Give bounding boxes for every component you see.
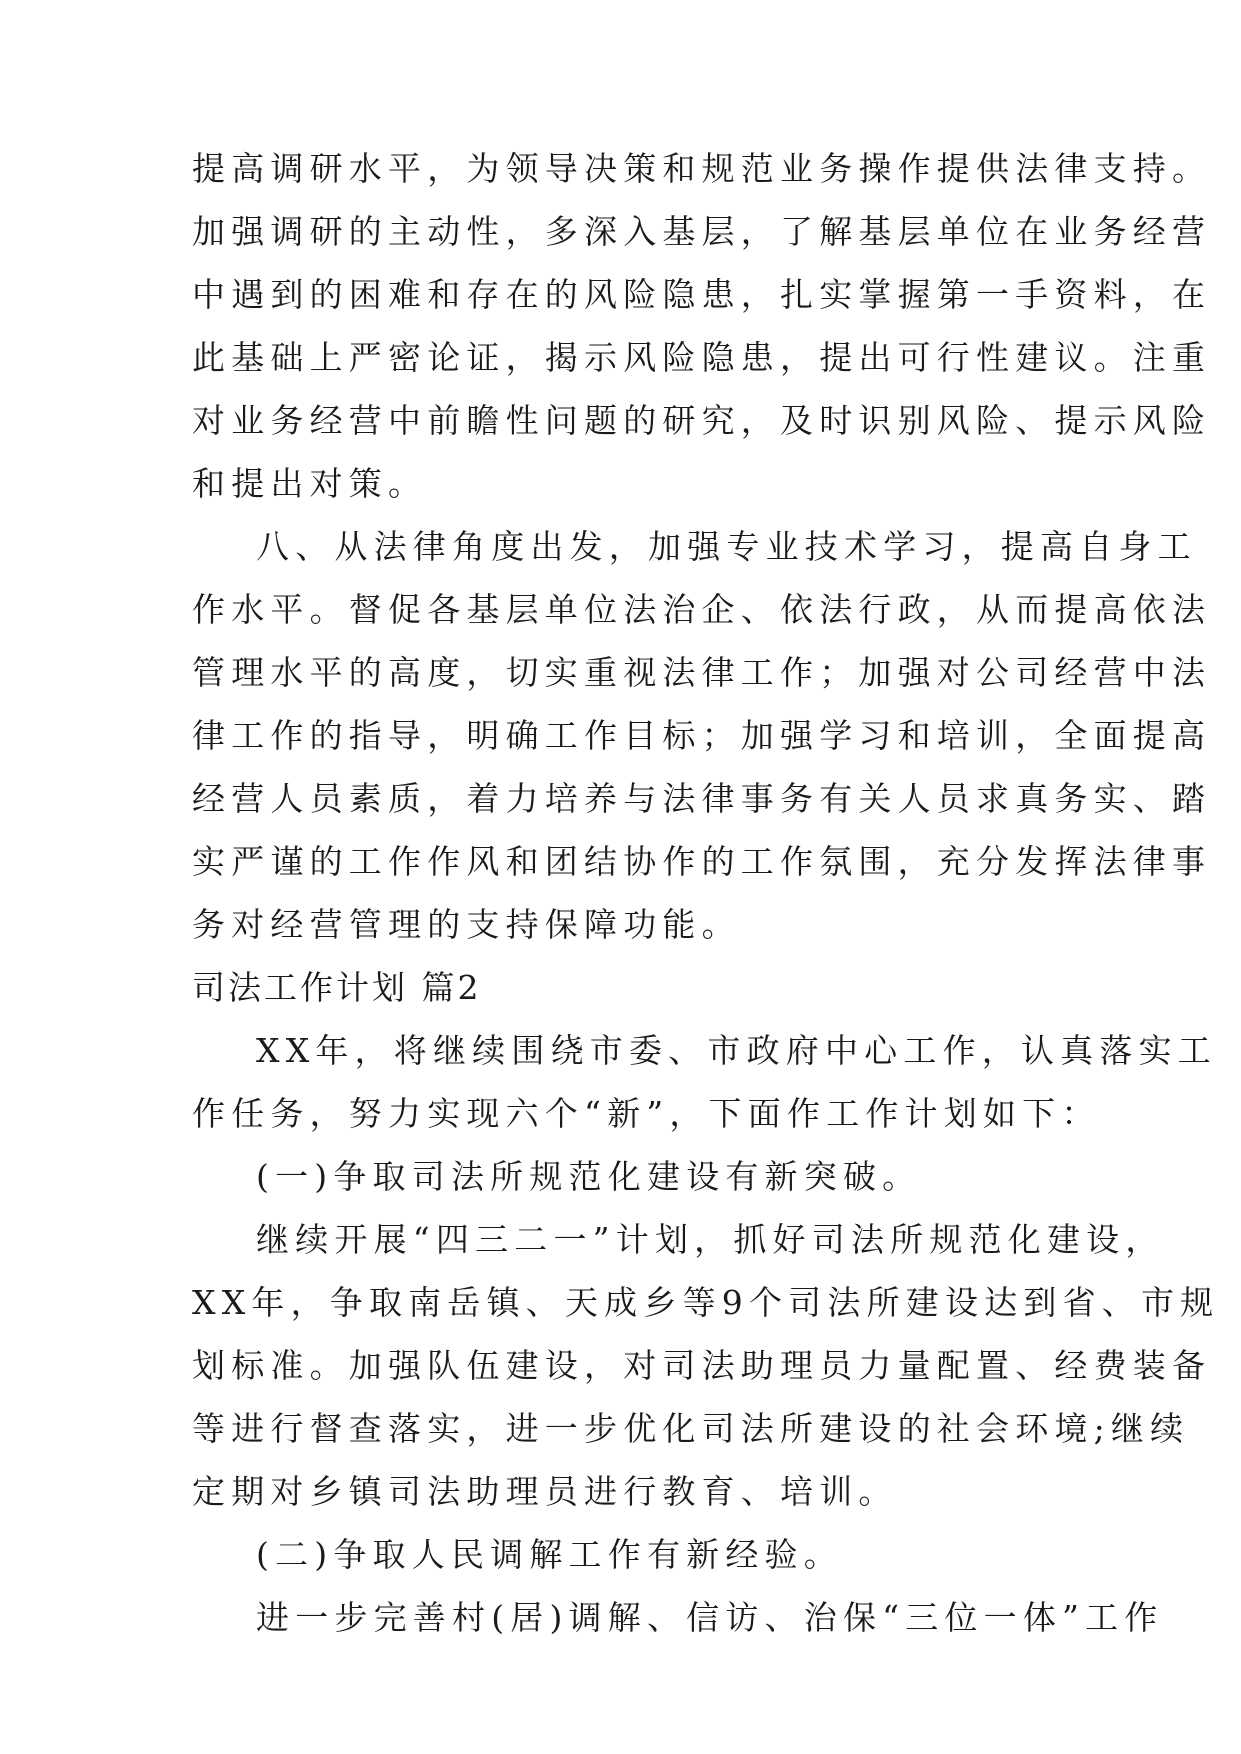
text-line: 经营人员素质，着力培养与法律事务有关人员求真务实、踏 [192, 779, 1212, 818]
paragraph-start-line: 继续开展“四三二一”计划，抓好司法所规范化建设， [256, 1220, 1165, 1259]
text-line: 实严谨的工作作风和团结协作的工作氛围，充分发挥法律事 [192, 842, 1212, 881]
text-line: 此基础上严密论证，揭示风险隐患，提出可行性建议。注重 [192, 338, 1212, 377]
paragraph-start-line: 进一步完善村(居)调解、信访、治保“三位一体”工作 [256, 1598, 1164, 1637]
text-line: 提高调研水平，为领导决策和规范业务操作提供法律支持。 [192, 149, 1212, 188]
subsection-heading: (二)争取人民调解工作有新经验。 [256, 1535, 843, 1574]
text-line: 中遇到的困难和存在的风险隐患，扎实掌握第一手资料，在 [192, 275, 1212, 314]
text-line: 和提出对策。 [192, 464, 428, 503]
text-line: 对业务经营中前瞻性问题的研究，及时识别风险、提示风险 [192, 401, 1212, 440]
text-line: 等进行督查落实，进一步优化司法所建设的社会环境;继续 [192, 1409, 1190, 1448]
subsection-heading: (一)争取司法所规范化建设有新突破。 [256, 1157, 922, 1196]
text-line: 务对经营管理的支持保障功能。 [192, 905, 741, 944]
text-line: 定期对乡镇司法助理员进行教育、培训。 [192, 1472, 898, 1511]
paragraph-start-line: 八、从法律角度出发，加强专业技术学习，提高自身工 [256, 527, 1197, 566]
section-heading: 司法工作计划 篇2 [192, 968, 482, 1007]
text-line: 作水平。督促各基层单位法治企、依法行政，从而提高依法 [192, 590, 1212, 629]
text-line: 作任务，努力实现六个“新”，下面作工作计划如下： [192, 1094, 1101, 1133]
text-line: 管理水平的高度，切实重视法律工作；加强对公司经营中法 [192, 653, 1212, 692]
text-line: XX年，争取南岳镇、天成乡等9个司法所建设达到省、市规 [192, 1283, 1220, 1322]
text-line: 律工作的指导，明确工作目标；加强学习和培训，全面提高 [192, 716, 1212, 755]
text-line: 划标准。加强队伍建设，对司法助理员力量配置、经费装备 [192, 1346, 1212, 1385]
text-line: 加强调研的主动性，多深入基层，了解基层单位在业务经营 [192, 212, 1212, 251]
paragraph-start-line: XX年，将继续围绕市委、市政府中心工作，认真落实工 [256, 1031, 1217, 1070]
